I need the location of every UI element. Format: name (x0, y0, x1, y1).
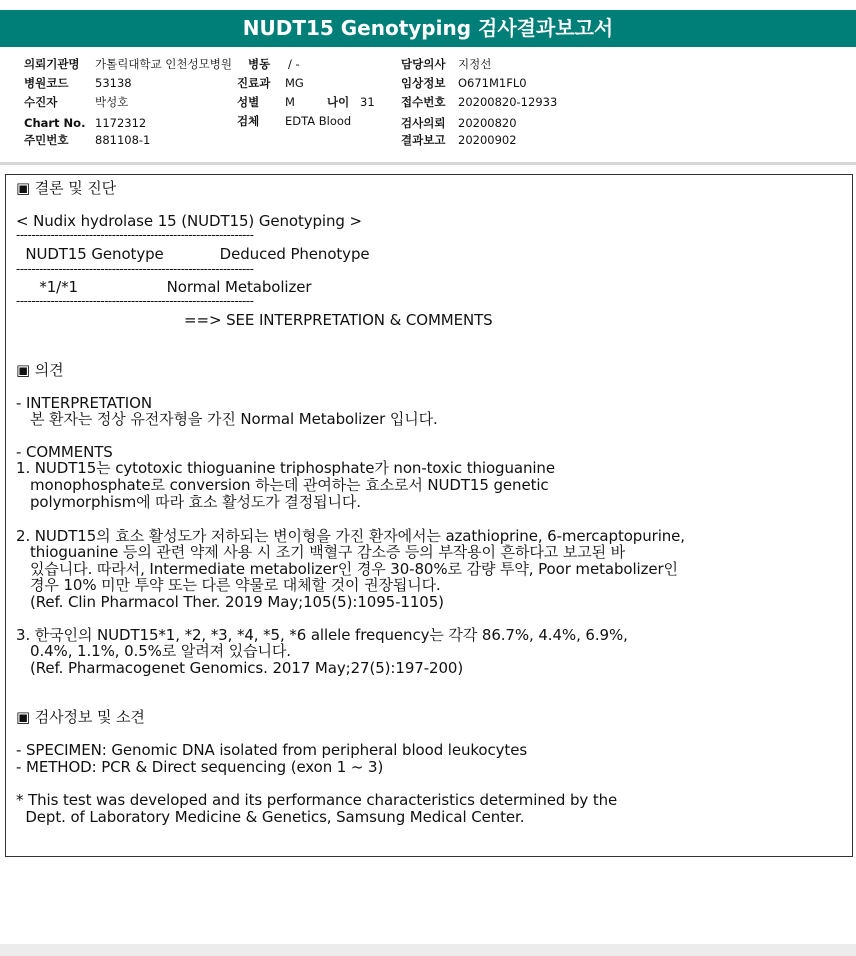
interpretation-text: 본 환자는 정상 유전자형을 가진 Normal Metabolizer 입니다. (16, 410, 438, 428)
table-row-result: *1/*1 Normal Metabolizer (16, 278, 312, 296)
report-date-label: 결과보고 (401, 133, 446, 147)
interpretation-label: - INTERPRETATION (16, 394, 152, 412)
comments-label: - COMMENTS (16, 443, 113, 461)
comment-3-line-2: 0.4%, 1.1%, 0.5%로 알려져 있습니다. (16, 642, 291, 660)
table-divider: -------------------------------------------------------------- (16, 262, 254, 276)
table-divider: -------------------------------------------------------------- (16, 294, 254, 308)
sex-label: 성별 (237, 95, 260, 109)
hospcode-label: 병원코드 (24, 76, 69, 90)
request-label: 검사의뢰 (401, 116, 446, 130)
receiver-value: 박성호 (95, 95, 129, 109)
section-test-info-heading: ▣ 검사정보 및 소견 (16, 708, 145, 726)
specimen-info: - SPECIMEN: Genomic DNA isolated from peripheral blood leukocytes (16, 741, 528, 759)
comment-2-line-2: thioguanine 등의 관련 약제 사용 시 조기 백혈구 감소증 등의 부작용이 흔하다고 보고된 바 (16, 543, 626, 561)
comment-1-line-3: polymorphism에 따라 효소 활성도가 결정됩니다. (16, 493, 361, 511)
section-opinion-heading: ▣ 의견 (16, 361, 64, 379)
disclaimer-line-1: * This test was developed and its performance characteristics determined by the (16, 791, 618, 809)
comment-2-line-1: 2. NUDT15의 효소 활성도가 저하되는 변이형을 가진 환자에서는 azathioprine, 6-mercaptopurine, (16, 527, 685, 545)
chart-label: Chart No. (24, 116, 86, 130)
specimen-label: 검체 (237, 114, 260, 128)
genotyping-title: < Nudix hydrolase 15 (NUDT15) Genotyping > (16, 212, 362, 230)
doctor-value: 지정선 (458, 57, 492, 71)
report-title: NUDT15 Genotyping 검사결과보고서 (0, 10, 856, 47)
hospital-label: 의뢰기관명 (24, 57, 80, 71)
accession-label: 접수번호 (401, 95, 446, 109)
report-date-value: 20200902 (458, 133, 517, 147)
method-info: - METHOD: PCR & Direct sequencing (exon 1 ~ 3) (16, 758, 384, 776)
dept-value: MG (285, 76, 304, 90)
header-divider (0, 162, 856, 165)
hospcode-value: 53138 (95, 76, 132, 90)
table-header: NUDT15 Genotype Deduced Phenotype (16, 245, 370, 263)
idnum-label: 주민번호 (24, 133, 69, 147)
comment-2-line-4: 경우 10% 미만 투약 또는 다른 약물로 대체할 것이 권장됩니다. (16, 576, 441, 594)
request-value: 20200820 (458, 116, 517, 130)
comment-1-line-1: 1. NUDT15는 cytotoxic thioguanine triphosphate가 non-toxic thioguanine (16, 459, 555, 477)
comment-2-reference: (Ref. Clin Pharmacol Ther. 2019 May;105(5):1095-1105) (16, 593, 444, 611)
report-body (5, 174, 853, 857)
comment-3-line-1: 3. 한국인의 NUDT15*1, *2, *3, *4, *5, *6 allele frequency는 각각 86.7%, 4.4%, 6.9%, (16, 626, 628, 644)
accession-value: 20200820-12933 (458, 95, 558, 109)
age-label: 나이 (327, 95, 350, 109)
clinical-value: O671M1FL0 (458, 76, 527, 90)
comment-3-reference: (Ref. Pharmacogenet Genomics. 2017 May;27(5):197-200) (16, 659, 464, 677)
sex-value: M (285, 95, 295, 109)
disclaimer-line-2: Dept. of Laboratory Medicine & Genetics, Samsung Medical Center. (16, 808, 525, 826)
comment-1-line-2: monophosphate로 conversion 하는데 관여하는 효소로서 NUDT15 genetic (16, 476, 549, 494)
hospital-value: 가톨릭대학교 인천성모병원 (95, 57, 232, 71)
doctor-label: 담당의사 (401, 57, 446, 71)
ward-value: / - (288, 57, 300, 71)
dept-label: 진료과 (237, 76, 271, 90)
ward-label: 병동 (248, 57, 271, 71)
see-interpretation-note: ==> SEE INTERPRETATION & COMMENTS (16, 311, 493, 329)
chart-value: 1172312 (95, 116, 147, 130)
bottom-strip (0, 944, 856, 956)
age-value: 31 (360, 95, 375, 109)
specimen-value: EDTA Blood (285, 114, 352, 128)
section-conclusion-heading: ▣ 결론 및 진단 (16, 179, 117, 197)
idnum-value: 881108-1 (95, 133, 151, 147)
clinical-label: 임상정보 (401, 76, 446, 90)
comment-2-line-3: 있습니다. 따라서, Intermediate metabolizer인 경우 30-80%로 감량 투약, Poor metabolizer인 (16, 560, 678, 578)
table-divider: -------------------------------------------------------------- (16, 228, 254, 242)
receiver-label: 수진자 (24, 95, 58, 109)
